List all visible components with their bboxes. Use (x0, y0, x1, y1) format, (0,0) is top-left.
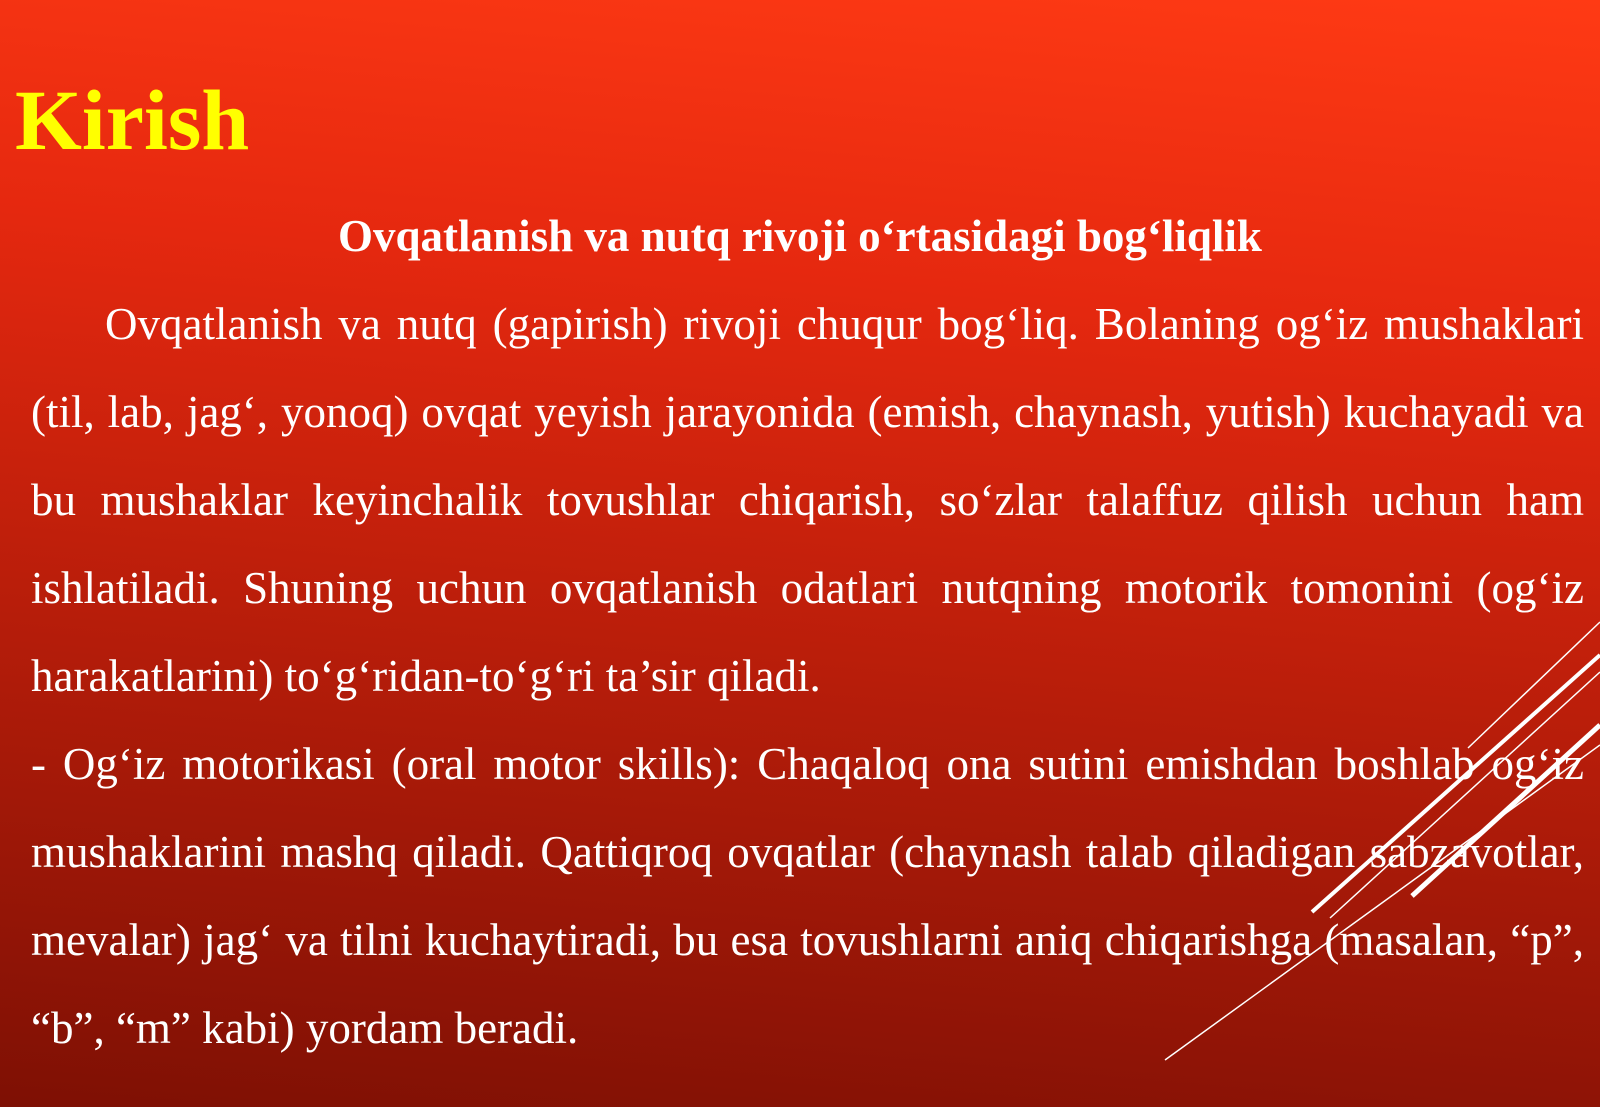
body-paragraph-oral-motor: - Og‘iz motorikasi (oral motor skills): Chaqaloq ona sutini emishdan boshlab og‘iz mushaklarini mashq qiladi. Qattiqroq ovqatlar (chaynash talab qiladigan sabzavotlar, mevalar) jag‘ va tilni kuchaytiradi, bu esa tovushlarni aniq chiqarishga (masalan, “p”, “b”, “m” kabi) yordam beradi. (31, 739, 1584, 1053)
slide-body (31, 280, 1584, 1072)
slide-title: Kirish (15, 72, 250, 168)
body-paragraph-intro: Ovqatlanish va nutq (gapirish) rivoji chuqur bog‘liq. Bolaning og‘iz mushaklari (til, lab, jag‘, yonoq) ovqat yeyish jarayonida (emish, chaynash, yutish) kuchayadi va bu mushaklar keyinchalik tovushlar chiqarish, so‘zlar talaffuz qilish uchun ham ishlatiladi. Shuning uchun ovqatlanish odatlari nutqning motorik tomonini (og‘iz harakatlarini) to‘g‘ridan-to‘g‘ri ta’sir qiladi. (31, 299, 1584, 701)
slide-subtitle: Ovqatlanish va nutq rivoji o‘rtasidagi bog‘liqlik (338, 211, 1262, 261)
